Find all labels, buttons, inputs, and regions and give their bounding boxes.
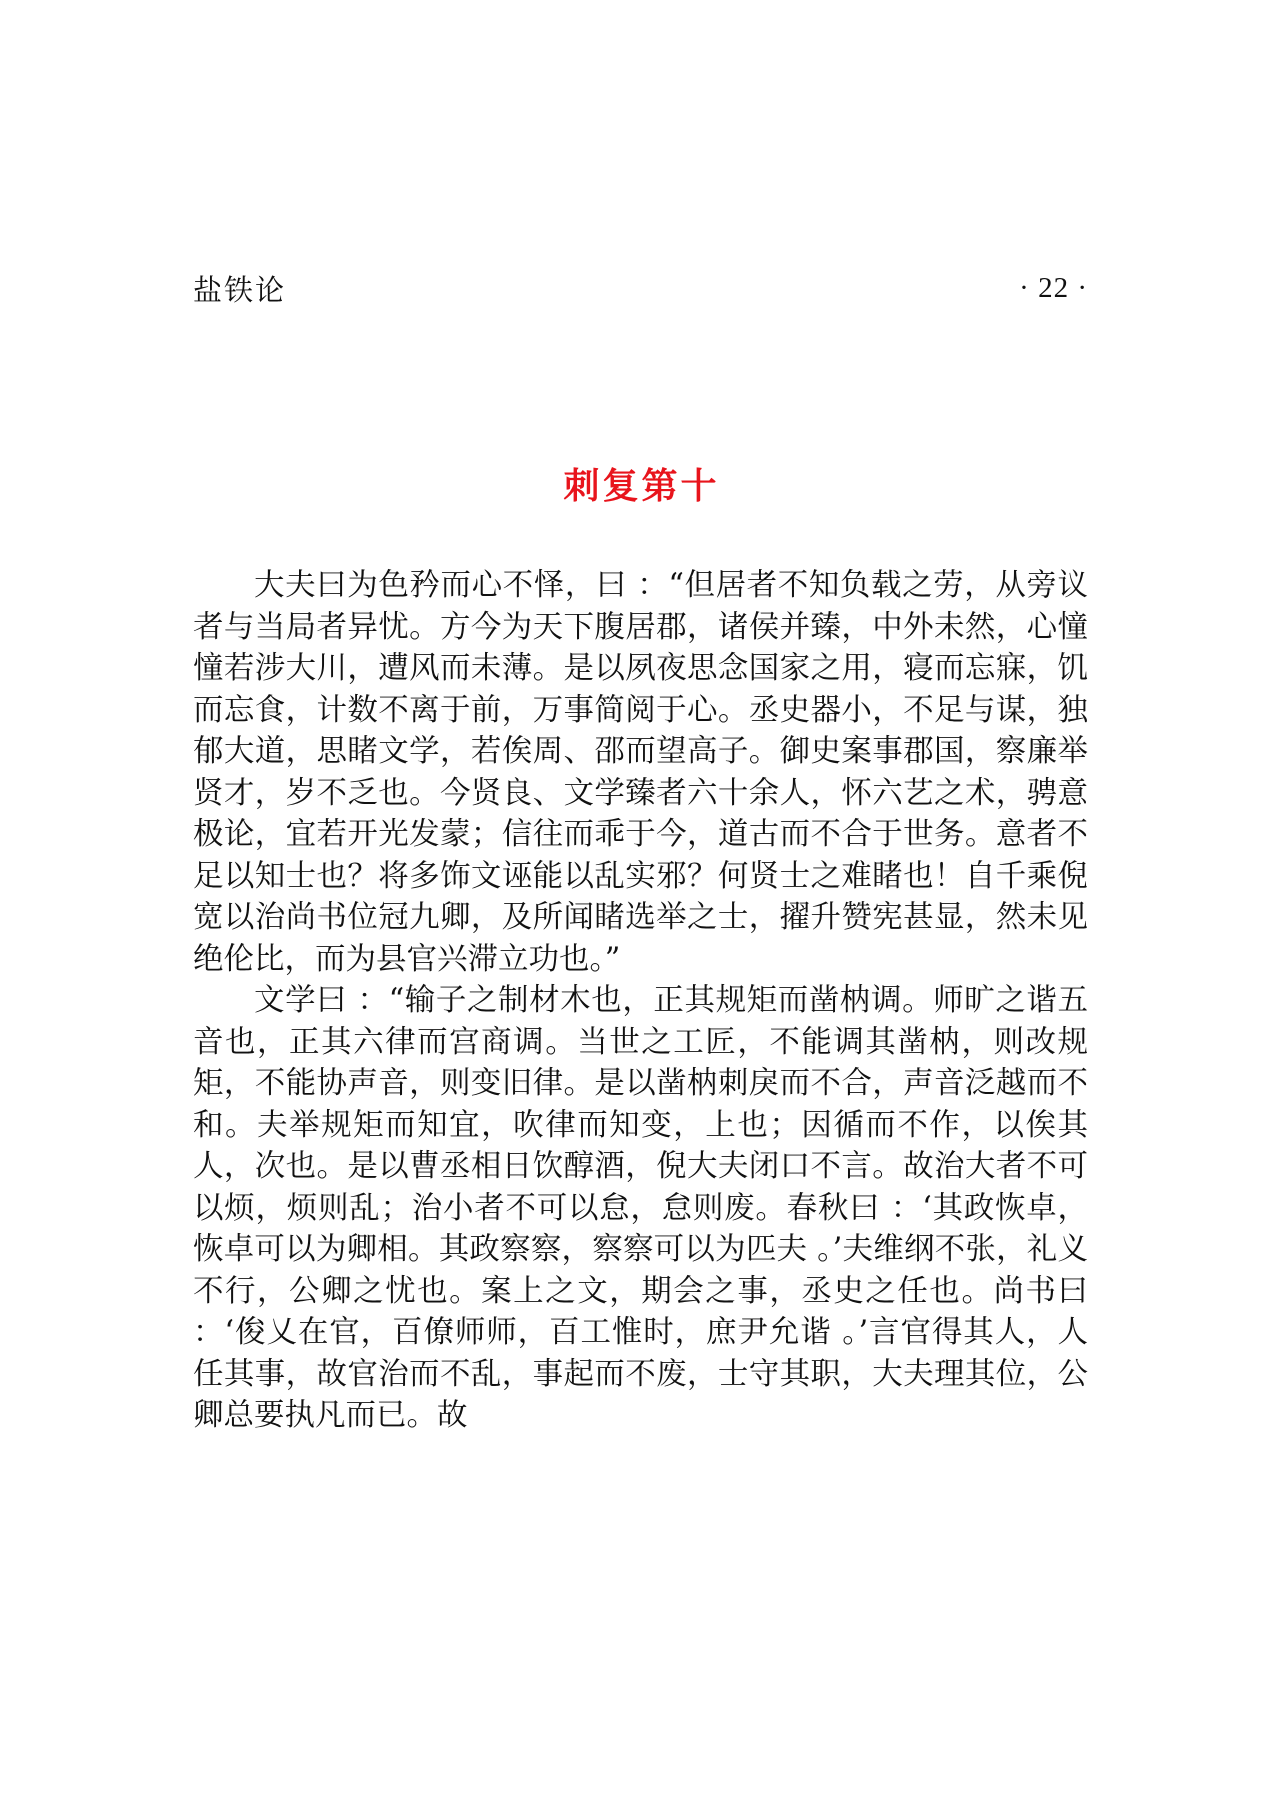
paragraph-dafu: 大夫曰为色矜而心不怿，曰 ：“但居者不知负载之劳，从旁议者与当局者异忧。方今为天下腹居郡，诸侯并臻，中外未然，心憧憧若涉大川，遭风而未薄。是以夙夜思念国家之用，寝而忘寐，饥而忘食，计数不离于前，万事简阅于心。丞史器小，不足与谋，独郁大道，思睹文学，若俟周、邵而望高子。御史案事郡国，察廉举贤才，岁不乏也。今贤良、文学臻者六十余人，怀六艺之术，骋意极论，宜若开光发蒙；信往而乖于今，道古而不合于世务。意者不足以知士也？将多饰文诬能以乱实邪？何贤士之难睹也！自千乘倪宽以治尚书位冠九卿，及所闻睹选举之士，擢升赞宪甚显，然未见绝伦比，而为县官兴滞立功也。” bbox=[193, 568, 1088, 977]
paragraph-wenxue: 文学曰 ：“输子之制材木也，正其规矩而凿枘调。师旷之谐五音也，正其六律而宫商调。当世之工匠，不能调其凿枘，则改规矩，不能协声音，则变旧律。是以凿枘刺戾而不合，声音泛越而不和。夫举规矩而知宜，吹律而知变，上也；因循而不作，以俟其人，次也。是以曹丞相日饮醇酒，倪大夫闭口不言。故治大者不可以烦，烦则乱；治小者不可以怠，怠则废。春秋曰 ：‘其政恢卓，恢卓可以为卿相。其政察察，察察可以为匹夫 。’夫维纲不张，礼义不行，公卿之忧也。案上之文，期会之事，丞史之任也。尚书曰 ：‘俊乂在官，百僚师师，百工惟时，庶尹允谐 。’言官得其人，人任其事，故官治而不乱，事起而不废，士守其职，大夫理其位，公卿总要执凡而已。故 bbox=[193, 983, 1098, 1433]
chapter-title: 刺复第十 bbox=[563, 466, 720, 507]
running-header bbox=[193, 268, 1088, 308]
book-title: 盐铁论 bbox=[193, 272, 287, 307]
page-number: · 22 · bbox=[1019, 271, 1088, 304]
body-text bbox=[193, 565, 1098, 1437]
